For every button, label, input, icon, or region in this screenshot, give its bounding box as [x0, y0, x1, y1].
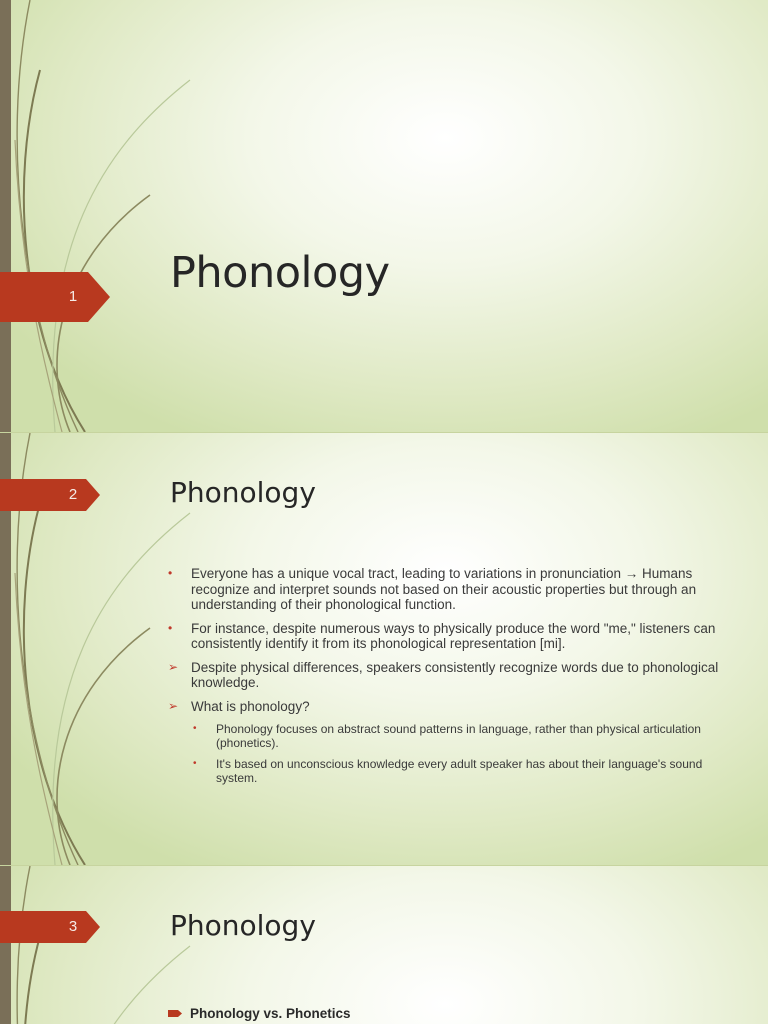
- bullet-marker: •: [168, 620, 173, 635]
- slide-3: [0, 866, 768, 1024]
- bullet-item: [168, 699, 728, 715]
- bullet-text: Phonology vs. Phonetics: [190, 1006, 351, 1021]
- bullet-marker: •: [168, 566, 173, 580]
- bullet-item: [168, 566, 728, 613]
- bullet-marker: •: [193, 723, 197, 734]
- arrow-bullet-icon: ➢: [168, 659, 179, 674]
- arrow-bullet-icon: ➢: [168, 698, 179, 713]
- slide-title: Phonology: [170, 248, 390, 298]
- slide-number-tag: [0, 272, 110, 322]
- pencil-bullet-icon: [168, 1010, 182, 1017]
- sub-bullet-item: [193, 722, 728, 750]
- slide-number: 2: [68, 486, 78, 503]
- slide-title: Phonology: [170, 476, 316, 509]
- bullet-text: Despite physical differences, speakers consistently recognize words due to phonological knowledge.: [191, 659, 719, 690]
- slide-number-tag: [0, 911, 110, 961]
- bullet-text: Everyone has a unique vocal tract, leading to variations in pronunciation → Humans recognize and interpret sounds not based on their acoustic properties but through an understanding of their phonological function.: [191, 566, 697, 612]
- slide-2: [0, 433, 768, 865]
- bullet-text: It's based on unconscious knowledge every adult speaker has about their language's sound system.: [216, 757, 703, 785]
- slide-number: 3: [68, 918, 78, 935]
- bullet-marker: •: [193, 758, 197, 769]
- bullet-item: [168, 660, 728, 691]
- bullet-text: What is phonology?: [191, 698, 310, 714]
- sub-bullet-item: [193, 757, 728, 785]
- slide-body: [168, 566, 728, 792]
- decorative-stems: [0, 0, 200, 432]
- bullet-item: [168, 1006, 351, 1021]
- slide-1: [0, 0, 768, 432]
- bullet-item: [168, 621, 728, 652]
- slide-number: 1: [68, 288, 78, 305]
- slide-title: Phonology: [170, 909, 316, 942]
- bullet-text: For instance, despite numerous ways to physically produce the word "me," listeners can consistently identify it from its phonological representation [mi].: [191, 620, 716, 651]
- bullet-text: Phonology focuses on abstract sound patterns in language, rather than physical articulation (phonetics).: [216, 722, 701, 750]
- slide-number-tag: [0, 479, 110, 529]
